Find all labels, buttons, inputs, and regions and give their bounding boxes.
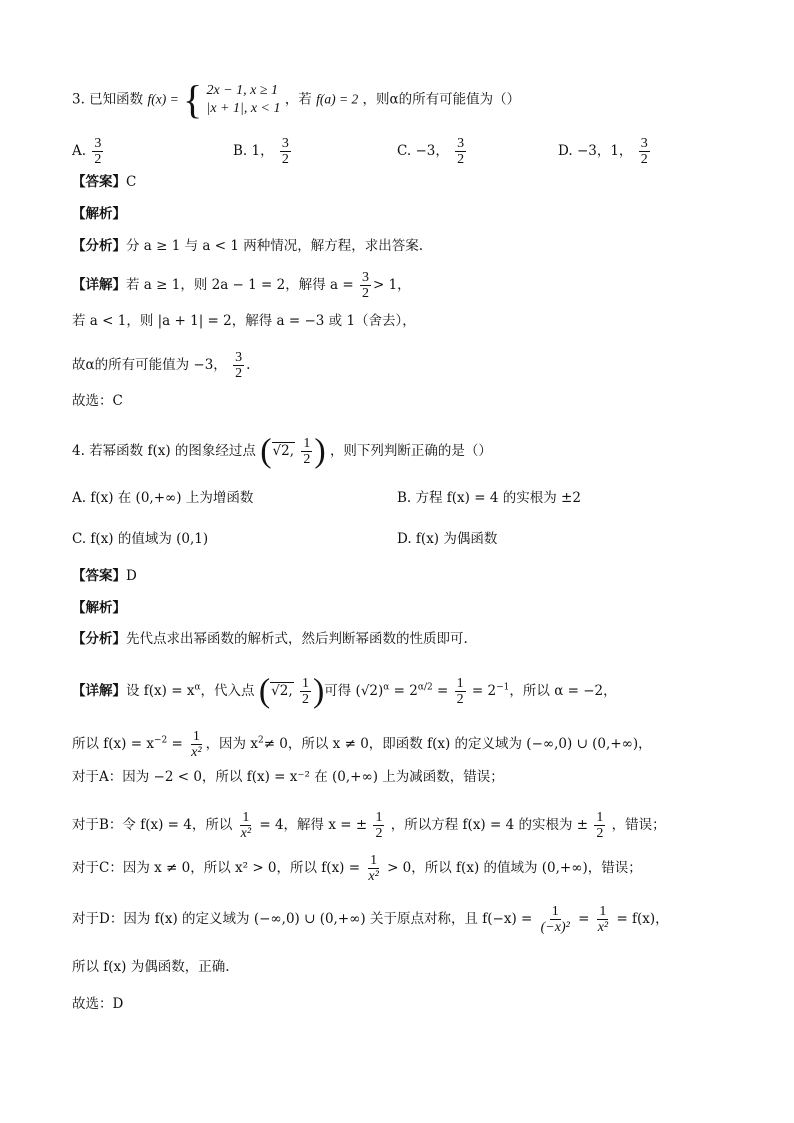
text: √2,	[271, 683, 293, 699]
q3-option-d	[558, 136, 652, 167]
text: .	[246, 357, 251, 373]
q3-cond: f(a) = 2	[316, 91, 359, 107]
fraction-num: 3	[94, 136, 102, 151]
fraction-den: x²	[368, 869, 379, 884]
fraction-den: 2	[361, 286, 369, 301]
fraction-num: 1	[599, 904, 607, 919]
fraction-num: 3	[361, 270, 369, 285]
paren: (	[258, 672, 271, 710]
fraction-num: 1	[370, 853, 378, 868]
fraction-num: 1	[375, 810, 383, 825]
q4-fenxi	[72, 629, 468, 649]
q4-xiangjie-a: 对于A：因为 −2 < 0，所以 f(x) = x⁻² 在 (0,+∞) 上为减函数，错误；	[72, 769, 504, 785]
fraction	[455, 676, 466, 707]
option-prefix: −3，	[415, 143, 449, 159]
q4-xiangjie-b	[72, 810, 666, 841]
text: 可得 (√2)	[324, 683, 384, 699]
sup: 2	[257, 735, 264, 746]
q3-stem-end: ，则α的所有可能值为（）	[362, 91, 521, 108]
q4-xiangjie-d	[72, 904, 669, 935]
paren: (	[260, 432, 272, 470]
fenxi-tag: 【分析】	[72, 238, 126, 254]
text: ，代入点	[200, 683, 255, 699]
q3-option-a	[72, 136, 105, 167]
piecewise-brace: {	[182, 77, 203, 122]
text: 故α的所有可能值为 −3，	[72, 357, 227, 373]
fenxi-tag: 【分析】	[72, 631, 126, 647]
q3-choose: 故选：C	[72, 393, 123, 409]
fraction-num: 3	[235, 350, 243, 365]
option-prefix: 1，	[251, 143, 274, 159]
q4-answer	[72, 566, 137, 586]
fraction-den: 2	[596, 826, 604, 841]
fraction-den: 2	[375, 826, 383, 841]
fraction	[360, 270, 371, 301]
text: 对于D：因为 f(x) 的定义域为 (−∞,0) ∪ (0,+∞) 关于原点对称，且 f(−x) =	[72, 911, 533, 927]
text: =	[578, 911, 590, 927]
q3-xiangjie-1	[72, 270, 411, 301]
q3-fenxi	[72, 236, 423, 256]
q4-option-d: D. f(x) 为偶函数	[397, 531, 498, 547]
fraction-den: 2	[457, 152, 465, 167]
q3-option-c	[397, 136, 468, 167]
text: =	[171, 736, 183, 752]
fraction-num: 1	[456, 676, 464, 691]
answer-value: C	[126, 174, 137, 190]
fraction-den: 2	[94, 152, 102, 167]
q3-stem	[72, 77, 521, 122]
q4-stem	[72, 432, 492, 470]
q4-choose: 故选：D	[72, 996, 124, 1012]
text: ≠ 0，所以 x ≠ 0，即函数 f(x) 的定义域为 (−∞,0) ∪ (0,+∞)，	[263, 736, 652, 752]
answer-tag: 【答案】	[72, 174, 126, 190]
xiangjie-tag: 【详解】	[72, 683, 126, 699]
fraction-den: 2	[456, 692, 464, 707]
fraction	[539, 904, 572, 935]
sup: α	[194, 682, 201, 693]
fraction-num: 1	[303, 436, 311, 451]
text: > 0，所以 f(x) 的值域为 (0,+∞)，错误；	[387, 860, 642, 876]
option-label: D.	[558, 143, 573, 159]
text: 若 a ≥ 1，则 2a − 1 = 2，解得 a =	[126, 277, 354, 293]
text: ，则下列判断正确的是（）	[329, 443, 492, 459]
fraction	[300, 676, 311, 707]
q4-xiangjie-2	[72, 729, 652, 760]
q3-option-b	[233, 136, 293, 167]
fraction	[233, 350, 244, 381]
q3-xiangjie-2: 若 a < 1，则 |a + 1| = 2，解得 a = −3 或 1（舍去），	[72, 313, 416, 329]
fraction	[639, 136, 650, 167]
q4-xiangjie-1	[72, 672, 617, 710]
q3-answer	[72, 172, 136, 192]
text: = 2	[471, 683, 497, 699]
fraction-den: 2	[281, 152, 289, 167]
fraction-num: 1	[551, 904, 559, 919]
text: ，因为 x	[205, 736, 258, 752]
fenxi-text: 分 a ≥ 1 与 a < 1 两种情况，解方程，求出答案.	[126, 238, 424, 254]
fraction-den: x²	[191, 745, 202, 760]
fraction-num: 1	[596, 810, 604, 825]
text: =	[437, 683, 449, 699]
fraction-den: 2	[303, 452, 311, 467]
q4-xiangjie-d2: 所以 f(x) 为偶函数，正确.	[72, 959, 230, 975]
paren: )	[314, 432, 326, 470]
fraction	[596, 904, 610, 935]
option-label: C.	[397, 143, 412, 159]
q4-option-c: C. f(x) 的值域为 (0,1)	[72, 531, 209, 547]
option-prefix: −3，1，	[576, 143, 633, 159]
sup: α	[383, 682, 390, 693]
sup: −2	[153, 735, 168, 746]
fraction	[366, 853, 380, 884]
fraction-num: 1	[242, 810, 250, 825]
q3-case2: |x + 1|, x < 1	[206, 101, 281, 116]
text: √2,	[272, 443, 295, 459]
text: 对于C：因为 x ≠ 0，所以 x² > 0，所以 f(x) =	[72, 860, 361, 876]
answer-value: D	[126, 568, 137, 584]
fraction-num: 1	[192, 729, 200, 744]
answer-tag: 【答案】	[72, 568, 126, 584]
fraction	[239, 810, 253, 841]
fraction-num: 1	[301, 676, 309, 691]
fraction-den: (−x)²	[540, 920, 570, 935]
text: 所以 f(x) = x	[72, 736, 154, 752]
fraction	[594, 810, 605, 841]
q3-stem-mid: ，若	[284, 91, 312, 108]
text: = 2	[393, 683, 418, 699]
fraction	[455, 136, 466, 167]
q3-piecewise	[206, 82, 280, 118]
fraction	[189, 729, 203, 760]
fraction	[301, 436, 312, 467]
q3-f-def: f(x) =	[147, 91, 179, 107]
text: = 4，解得 x = ±	[259, 817, 368, 833]
text: ，所以方程 f(x) = 4 的实根为 ±	[390, 817, 589, 833]
q3-case1: 2x − 1, x ≥ 1	[206, 83, 279, 98]
fraction-den: x²	[597, 920, 609, 935]
xiangjie-tag: 【详解】	[72, 277, 126, 293]
text: ，所以 α = −2，	[509, 683, 617, 699]
q3-jiexi: 【解析】	[72, 206, 126, 222]
q4-option-a: A. f(x) 在 (0,+∞) 上为增函数	[72, 490, 254, 506]
sup: −1	[496, 682, 510, 693]
fraction-num: 3	[457, 136, 465, 151]
fraction-num: 3	[281, 136, 289, 151]
fraction	[373, 810, 384, 841]
fraction-den: x²	[240, 826, 252, 841]
q3-stem-number: 3. 已知函数	[72, 91, 144, 108]
sup: α/2	[417, 682, 433, 693]
fraction	[92, 136, 103, 167]
q4-option-b: B. 方程 f(x) = 4 的实根为 ±2	[397, 490, 581, 506]
fraction-den: 2	[301, 692, 309, 707]
fraction-den: 2	[640, 152, 648, 167]
text: ，错误；	[611, 817, 666, 833]
text: 设 f(x) = x	[126, 683, 195, 699]
text: > 1，	[372, 277, 411, 293]
paren: )	[312, 672, 325, 710]
option-label: B.	[233, 143, 248, 159]
text: = f(x)，	[616, 911, 669, 927]
fenxi-text: 先代点求出幂函数的解析式，然后判断幂函数的性质即可.	[126, 631, 468, 647]
q4-jiexi: 【解析】	[72, 600, 126, 616]
q3-xiangjie-3	[72, 350, 250, 381]
fraction-den: 2	[235, 366, 243, 381]
text: 4. 若幂函数 f(x) 的图象经过点	[72, 443, 256, 459]
q4-xiangjie-c	[72, 853, 642, 884]
text: 对于B：令 f(x) = 4，所以	[72, 817, 233, 833]
fraction	[280, 136, 291, 167]
option-label: A.	[72, 143, 87, 159]
fraction-num: 3	[640, 136, 648, 151]
